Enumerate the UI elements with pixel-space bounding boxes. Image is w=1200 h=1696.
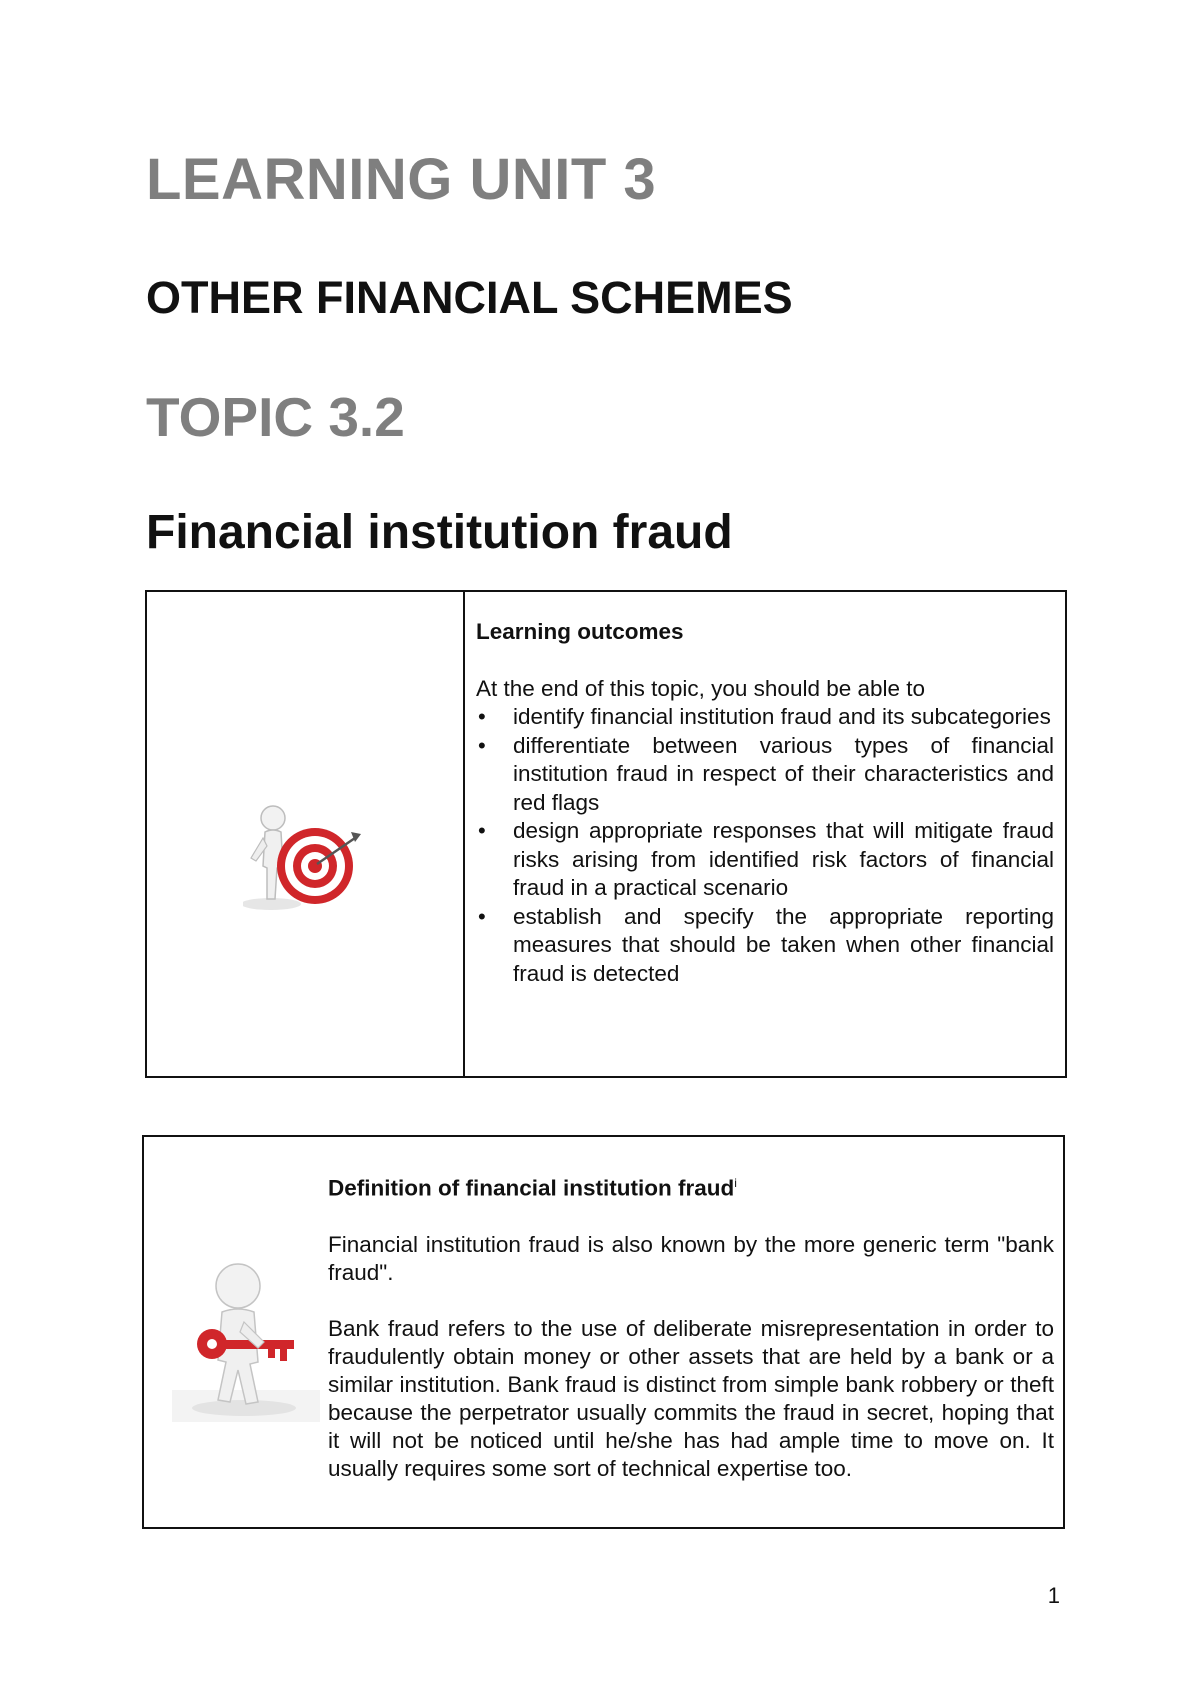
section-heading: OTHER FINANCIAL SCHEMES	[146, 272, 793, 323]
definition-paragraph: Financial institution fraud is also known by the more generic term "bank fraud".	[328, 1231, 1054, 1285]
outcomes-heading: Learning outcomes	[476, 619, 684, 644]
outcomes-content	[465, 592, 1065, 1076]
definition-box	[142, 1135, 1065, 1529]
list-item: • differentiate between various types of financial institution fraud in respect of their characteristics and red flags	[476, 732, 1054, 818]
figure-with-key-icon	[172, 1262, 320, 1422]
outcomes-list	[476, 703, 1054, 988]
outcomes-icon-cell	[147, 592, 465, 1076]
unit-heading: LEARNING UNIT 3	[146, 147, 657, 212]
list-item: • design appropriate responses that will mitigate fraud risks arising from identified risk factors of financial fraud in a practical scenario	[476, 817, 1054, 903]
definition-heading-text: Definition of financial institution fraud	[328, 1175, 735, 1201]
learning-outcomes-box	[145, 590, 1067, 1078]
page-title: Financial institution fraud	[146, 506, 733, 559]
definition-heading	[328, 1169, 1054, 1203]
outcomes-intro: At the end of this topic, you should be able to	[476, 675, 926, 701]
list-item: • establish and specify the appropriate reporting measures that should be taken when other financial fraud is detected	[476, 903, 1054, 989]
list-item: • identify financial institution fraud and its subcategories	[476, 703, 1054, 732]
definition-paragraph: Bank fraud refers to the use of deliberate misrepresentation in order to fraudulently obtain money or other assets that are held by a bank or a similar institution. Bank fraud is distinct from simple bank robbery or theft because the perpetrator usually commits the fraud in secret, hoping that it will not be noticed until he/she has had ample time to move on. It usually requires some sort of technical expertise too.	[328, 1315, 1054, 1481]
target-figure-icon	[243, 804, 363, 914]
definition-content	[328, 1169, 1054, 1511]
footnote-marker[interactable]: i	[734, 1176, 737, 1190]
topic-heading: TOPIC 3.2	[146, 386, 405, 448]
page-number: 1	[1047, 1583, 1060, 1608]
